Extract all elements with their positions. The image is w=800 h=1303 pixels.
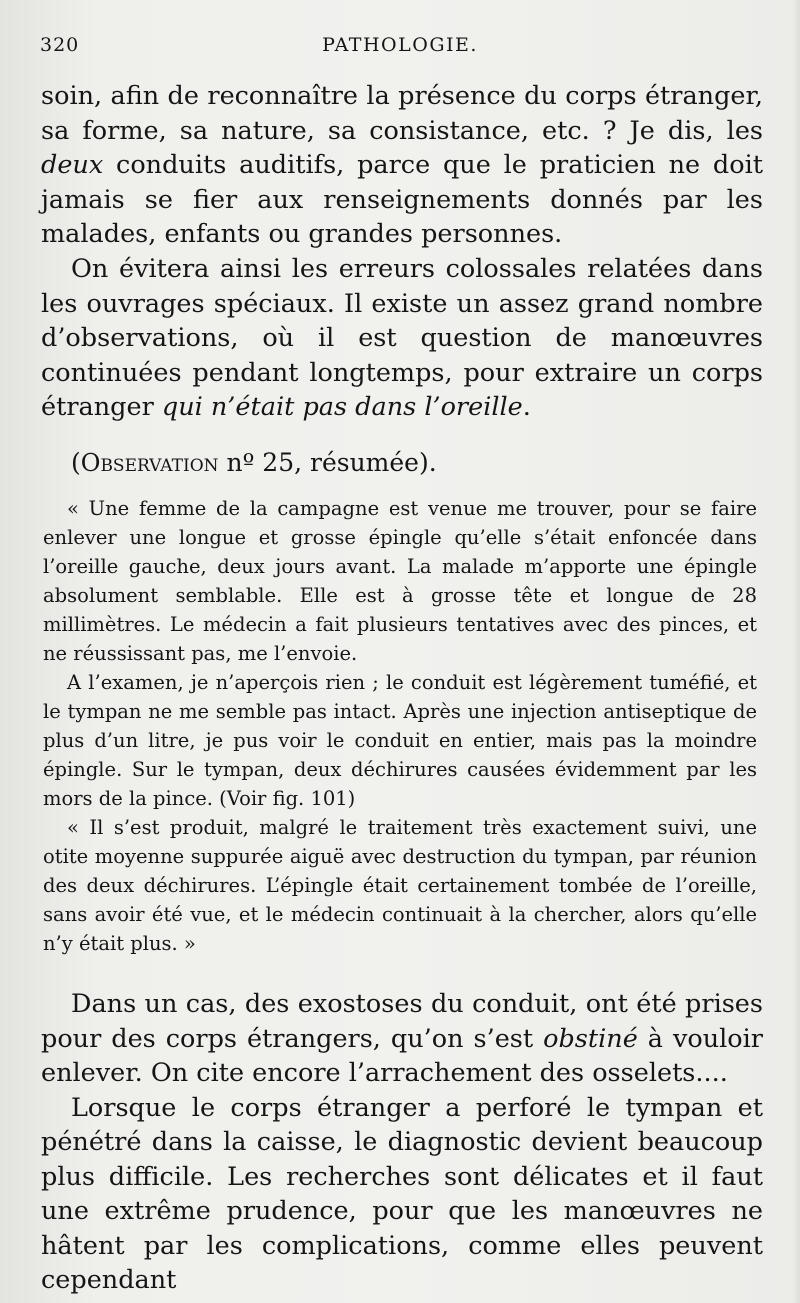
observation-number: nº 25, résumée). [226,448,437,477]
emphasis-quote: qui n’était pas dans l’oreille [161,392,523,422]
second-paragraph [41,252,763,425]
observation-heading: (Observation nº 25, résumée). [71,448,437,477]
page-edge-shadow [792,0,800,1303]
closing-paragraphs [41,987,763,1298]
page-header [30,34,770,62]
emphasis-obstine: obstiné [543,1023,638,1054]
quote-paragraph-2: A l’examen, je n’aperçois rien ; le conduit est légèrement tuméfié, et le tympan ne me semble pas intact. Après une injection antiseptique de plus d’un litre, je pus voir le conduit en entier, mais pas la moindre épingle. Sur le tympan, deux déchirures causées évidemment par les mors de la pince. (Voir fig. 101) [43,671,757,810]
quoted-observation [43,494,757,958]
observation-label: Observation [80,449,219,477]
opening-paragraph [41,79,763,252]
paragraph-4: Lorsque le corps étranger a perforé le tympan et pénétré dans la caisse, le diagnostic devient beaucoup plus difficile. Les recherches sont délicates et il faut une extrême prudence, pour que les manœuvres ne hâtent par les complications, comme elles peuvent cependant [41,1092,763,1295]
page-number: 320 [40,34,80,56]
quote-paragraph-3: « Il s’est produit, malgré le traitement très exactement suivi, une otite moyenne suppurée aiguë avec destruction du tympan, par réunion des deux déchirures. L’épingle était certainement tombée de l’oreille, sans avoir été vue, et le médecin continuait à la chercher, alors qu’elle n’y était plus. » [43,816,757,955]
quote-paragraph-1: « Une femme de la campagne est venue me trouver, pour se faire enlever une longue et grosse épingle qu’elle s’était enfoncée dans l’oreille gauche, deux jours avant. La malade m’apporte une épingle absolument semblable. Elle est à grosse tête et longue de 28 millimètres. Le médecin a fait plusieurs tentatives avec des pinces, et ne réussissant pas, me l’envoie. [43,497,757,665]
running-title: PATHOLOGIE. [322,34,478,56]
paragraph-3: Dans un cas, des exostoses du conduit, ont été prises pour des corps étrangers, qu’on s’est obstiné à vouloir enlever. On cite encore l’arrachement des osselets.... [41,989,763,1088]
emphasis-deux: deux [41,150,104,180]
paragraph-2: On évitera ainsi les erreurs colossales relatées dans les ouvrages spéciaux. Il existe un assez grand nombre d’observations, où il est question de manœuvres continuées pendant longtemps, pour extraire un corps étranger qui n’était pas dans l’oreille. [41,254,763,422]
paragraph-1: soin, afin de reconnaître la présence du corps étranger, sa forme, sa nature, sa consistance, etc. ? Je dis, les deux conduits auditifs, parce que le praticien ne doit jamais se fier aux renseignements donnés par les malades, enfants ou grandes personnes. [41,81,763,249]
